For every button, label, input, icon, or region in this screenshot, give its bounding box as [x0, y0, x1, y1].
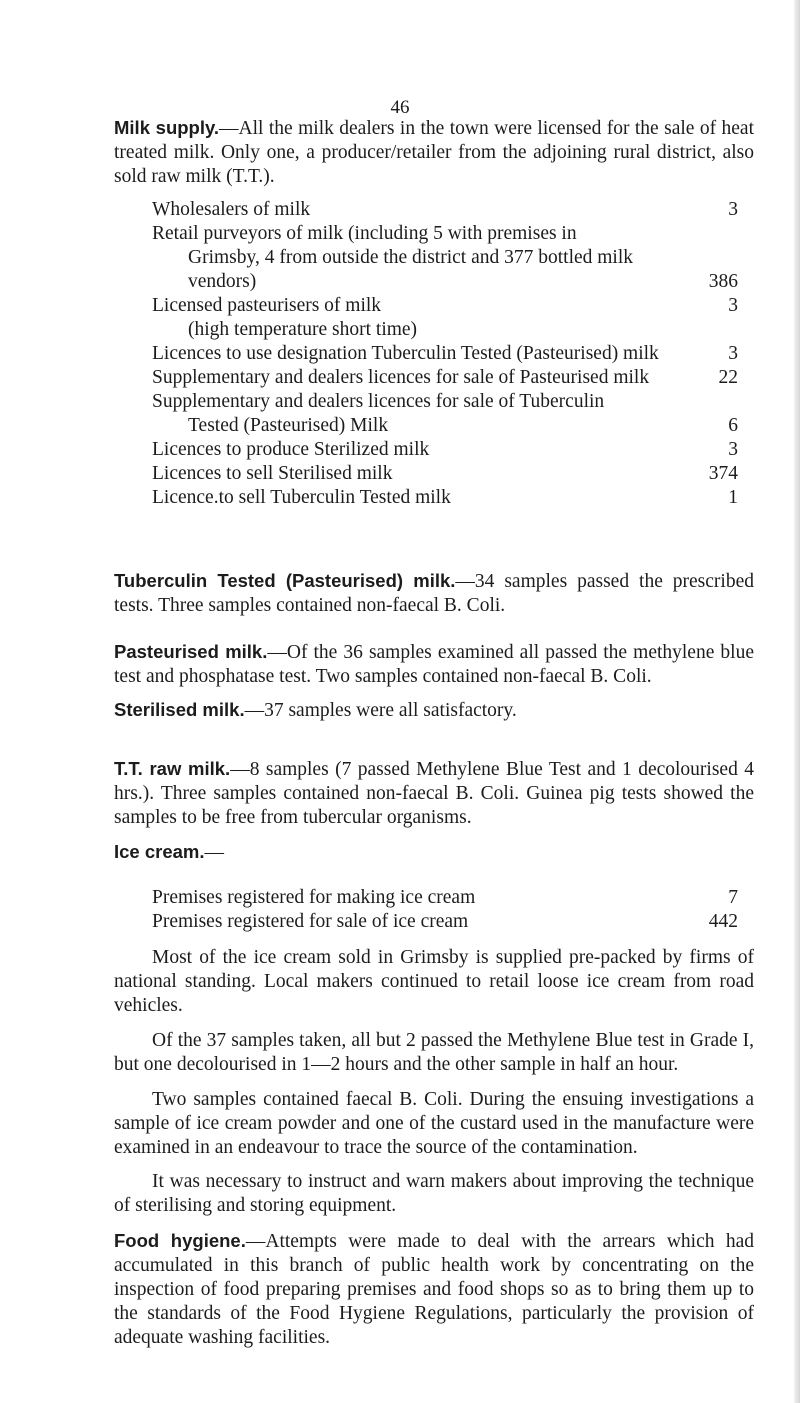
- table-row: [152, 390, 738, 438]
- ice-cream-paragraph-3: Two samples contained faecal B. Coli. During the ensuing investigations a sample of ice cream powder and one of the custard used in the manufacture were examined in an endeavour to trace the source of the contamination.: [114, 1089, 754, 1158]
- row-value: 386: [708, 271, 738, 292]
- table-row: [152, 294, 738, 318]
- row-label: Premises registered for sale of ice cream: [152, 911, 469, 932]
- row-value: 6: [728, 415, 738, 436]
- row-value: 7: [728, 887, 738, 908]
- row-value: 374: [708, 463, 738, 484]
- row-value: 3: [728, 295, 738, 316]
- ice-cream-text: —: [204, 842, 225, 863]
- table-row: [152, 198, 738, 222]
- table-row: [152, 222, 738, 294]
- ice-cream-heading: Ice cream.: [114, 841, 205, 862]
- food-hygiene-heading: Food hygiene.: [114, 1230, 246, 1251]
- milk-supply-heading: Milk supply.: [114, 117, 220, 138]
- sterilised-paragraph: [114, 698, 754, 723]
- page-edge-shadow: [794, 0, 800, 1403]
- row-label-continuation: Grimsby, 4 from outside the district and 377 bottled milk vendors): [188, 247, 634, 292]
- table-row: [152, 318, 738, 342]
- row-label: Licences to produce Sterilized milk: [152, 439, 430, 460]
- row-value: 3: [728, 199, 738, 220]
- sterilised-text: —37 samples were all satisfactory.: [244, 700, 517, 721]
- ice-cream-paragraph-2: Of the 37 samples taken, all but 2 passed the Methylene Blue test in Grade I, but one decolourised in 1—2 hours and the other sample in half an hour.: [114, 1030, 754, 1075]
- table-row: [152, 886, 738, 910]
- pasteurised-heading: Pasteurised milk.: [114, 641, 268, 662]
- row-label: Premises registered for making ice cream: [152, 887, 476, 908]
- table-row: [152, 438, 738, 462]
- row-label: Licensed pasteurisers of milk: [152, 295, 382, 316]
- ice-cream-paragraph: [114, 840, 754, 865]
- row-value: 3: [728, 343, 738, 364]
- food-hygiene-paragraph: [114, 1229, 754, 1350]
- table-row: [152, 486, 738, 510]
- row-label: Supplementary and dealers licences for sale of Tuberculin: [152, 391, 605, 412]
- pasteurised-paragraph: [114, 640, 754, 689]
- ice-cream-paragraph-1: Most of the ice cream sold in Grimsby is supplied pre-packed by firms of national standing. Local makers continued to retail loose ice cream from road vehicles.: [114, 947, 754, 1016]
- sterilised-heading: Sterilised milk.: [114, 699, 245, 720]
- row-value: 22: [718, 367, 738, 388]
- tt-raw-text: —8 samples (7 passed Methylene Blue Test and 1 decolourised 4 hrs.). Three samples contained non-faecal B. Coli. Guinea pig tests showed the samples to be free from tubercular organisms.: [114, 759, 754, 828]
- page-number: 46: [390, 97, 410, 118]
- table-row: [152, 342, 738, 366]
- pasteurised-text: —Of the 36 samples examined all passed the methylene blue test and phosphatase test. Two samples contained non-faecal B. Coli.: [114, 642, 754, 687]
- milk-supply-paragraph: [114, 116, 754, 189]
- row-value: 442: [708, 911, 738, 932]
- table-row: [152, 366, 738, 390]
- tt-pasteurised-paragraph: [114, 569, 754, 618]
- row-value: 3: [728, 439, 738, 460]
- ice-cream-table: [152, 886, 738, 934]
- tt-pasteurised-text: —34 samples passed the prescribed tests. Three samples contained non-faecal B. Coli.: [114, 571, 754, 616]
- row-label: Retail purveyors of milk (including 5 with premises in: [152, 223, 577, 244]
- tt-pasteurised-heading: Tuberculin Tested (Pasteurised) milk.: [114, 570, 456, 591]
- row-label: Wholesalers of milk: [152, 199, 311, 220]
- milk-licence-table: [152, 198, 738, 510]
- ice-cream-paragraph-4: It was necessary to instruct and warn makers about improving the technique of sterilising and storing equipment.: [114, 1171, 754, 1216]
- row-label-continuation: Tested (Pasteurised) Milk: [188, 415, 389, 436]
- food-hygiene-text: —Attempts were made to deal with the arrears which had accumulated in this branch of public health work by concentrating on the inspection of food preparing premises and food shops so as to bring them up to the standards of the Food Hygiene Regulations, particularly the provision of adequate washing facilities.: [114, 1231, 755, 1348]
- milk-supply-text: —All the milk dealers in the town were licensed for the sale of heat treated milk. Only one, a producer/retailer from the adjoining rural district, also sold raw milk (T.T.).: [114, 118, 754, 187]
- row-label: Licences to use designation Tuberculin Tested (Pasteurised) milk: [152, 343, 659, 364]
- row-label: Licences to sell Sterilised milk: [152, 463, 393, 484]
- tt-raw-paragraph: [114, 757, 754, 830]
- tt-raw-heading: T.T. raw milk.: [114, 758, 231, 779]
- row-value: 1: [728, 487, 738, 508]
- table-row: [152, 910, 738, 934]
- row-label: Licence.to sell Tuberculin Tested milk: [152, 487, 451, 508]
- table-row: [152, 462, 738, 486]
- row-label-continuation: (high temperature short time): [188, 319, 418, 340]
- row-label: Supplementary and dealers licences for sale of Pasteurised milk: [152, 367, 650, 388]
